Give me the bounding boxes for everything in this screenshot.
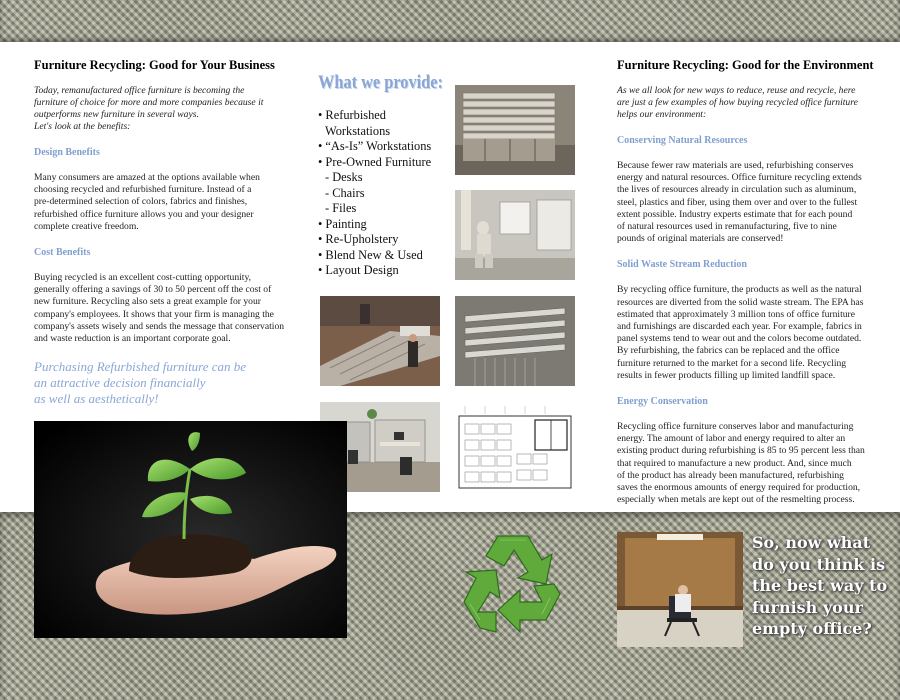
services-title: What we provide: — [318, 72, 443, 93]
list-item: Workstations — [325, 123, 391, 138]
solid-waste-body: By recycling office furniture, the products as well as the natural resources are diverted from the solid waste stream. The EPA has estimated that approximately 3 million tons of office furniture and furnishings are discarded each year. For example, fabrics in panel systems tend to wear out and the colors become outdated. By refurbishing, the fabrics can be replaced and the office furniture returned to the market for a second life. Recycling results in fewer products filling up limited landfill space. — [617, 284, 864, 381]
floor-plan-drawing — [455, 402, 575, 492]
list-item: • Layout Design — [318, 263, 399, 277]
factory-floor-photo — [320, 296, 440, 386]
seedling-hand-photo — [34, 421, 347, 638]
top-weave-border — [0, 0, 900, 42]
left-column — [34, 58, 296, 407]
conserving-resources-body: Because fewer raw materials are used, refurbishing conserves energy and natural resources. Office furniture recycling extends the lives of resources already in circulation such as aluminum, steel, plastics and fiber, using them over and over to the fullest extent possible. Industry experts estimate that for each pound of natural resources used in remanufacturing, five to nine pounds of original materials are conserved! — [617, 160, 862, 245]
business-title: Furniture Recycling: Good for Your Business — [34, 58, 275, 72]
solid-waste-heading: Solid Waste Stream Reduction — [617, 259, 747, 271]
list-item: - Files — [325, 201, 357, 215]
business-intro: Today, remanufactured office furniture is becoming the furniture of choice for more and more companies because it outperforms new furniture in several ways. Let's look at the benefits: — [34, 85, 264, 132]
list-item: • “As-Is” Workstations — [318, 139, 432, 153]
cost-benefits-heading: Cost Benefits — [34, 247, 91, 259]
list-item: - Desks — [325, 170, 363, 184]
list-item: • Blend New & Used — [318, 247, 423, 262]
stacked-panels-photo — [455, 85, 575, 175]
design-benefits-body: Many consumers are amazed at the options available when choosing recycled and refurbished furniture. Instead of a pre-determined selection of colors, fabrics and finishes, refurbished office furniture allows you and your designer complete creative freedom. — [34, 172, 260, 232]
list-item: • Re-Upholstery — [318, 232, 399, 246]
recycle-icon — [450, 528, 575, 648]
list-item: - Chairs — [325, 185, 365, 200]
conserving-resources-heading: Conserving Natural Resources — [617, 135, 748, 146]
paint-booth-photo — [455, 190, 575, 280]
panel-racks-photo — [455, 296, 575, 386]
services-list — [318, 108, 448, 279]
environment-intro: As we all look for new ways to reduce, reuse and recycle, here are just a few examples of how buying recycled office furniture helps our environment: — [617, 85, 858, 120]
cost-benefits-body: Buying recycled is an excellent cost-cutting opportunity, generally offering a savings of 30 to 50 percent off the cost of new furniture. Recycling also sets a great example for your company's employees. It shows that your firm is managing the company's assets wisely and sends the message that conservation and waste reduction is an important corporate goal. — [34, 272, 285, 345]
design-benefits-heading: Design Benefits — [34, 147, 100, 158]
empty-office-photo — [617, 532, 743, 647]
list-item: • Refurbished — [318, 108, 386, 122]
energy-conservation-heading: Energy Conservation — [617, 396, 708, 408]
services-column — [318, 72, 448, 279]
list-item: • Pre-Owned Furniture — [318, 154, 432, 169]
closing-question: So, now what do you think is the best way to furnish your empty office? — [752, 533, 888, 638]
refurbished-quote: Purchasing Refurbished furniture can be an attractive decision financially as well as aesthetically! — [34, 359, 247, 407]
environment-title: Furniture Recycling: Good for the Environment — [617, 58, 874, 72]
list-item: • Painting — [318, 216, 367, 231]
energy-conservation-body: Recycling office furniture conserves labor and manufacturing energy. The amount of labor and energy required to alter an existing product during refurbishing is 85 to 95 percent less than that required to manufacture a new product. And, since much of the product has already been manufactured, refurbishing saves the enormous amounts of energy required for production, especially when metals are kept out of the resmelting process. — [617, 421, 865, 506]
right-column — [617, 58, 879, 520]
